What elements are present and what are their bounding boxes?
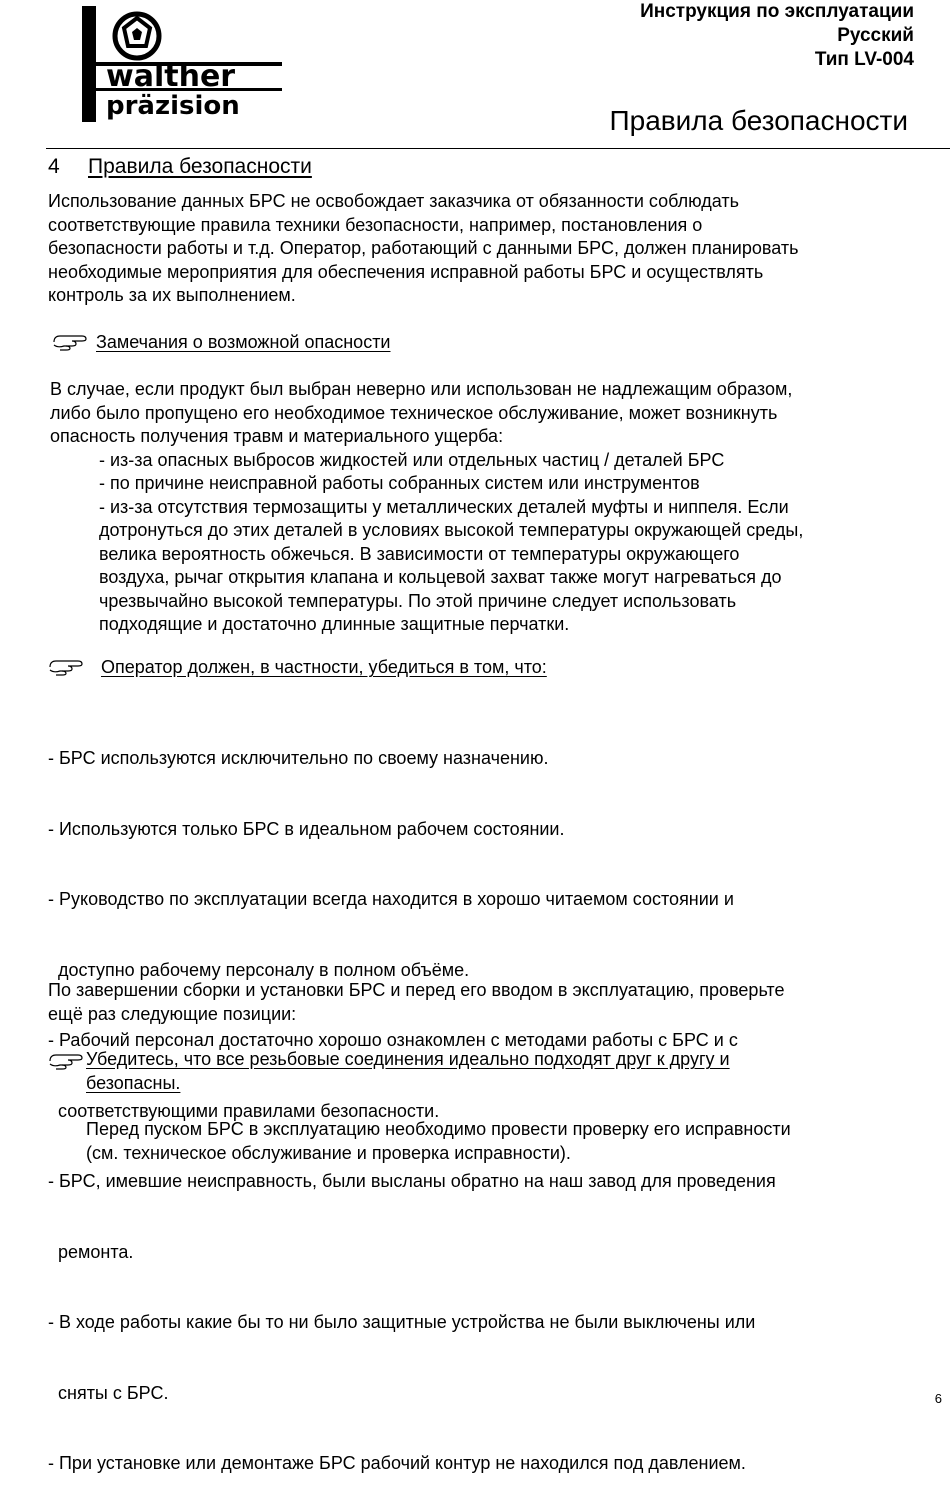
checklist-line: - В ходе работы какие бы то ни было защитные устройства не были выключены или xyxy=(48,1312,756,1332)
checklist-line: доступно рабочему персоналу в полном объёме. xyxy=(48,959,470,980)
section-number: 4 xyxy=(48,155,60,178)
header-divider xyxy=(46,148,950,149)
header-language: Русский xyxy=(837,25,914,46)
after-assembly-line: ещё раз следующие позиции: xyxy=(48,1003,297,1024)
checklist-line: - БРС используются исключительно по своему назначению. xyxy=(48,748,549,768)
operator-note-label: Оператор должен, в частности, убедиться в том, что: xyxy=(101,657,547,677)
final-line: Перед пуском БРС в эксплуатацию необходимо провести проверку его исправности xyxy=(86,1119,791,1139)
danger-item: - из-за отсутствия термозащиты у металлических деталей муфты и ниппеля. Если xyxy=(99,496,789,517)
checklist-line: сняты с БРС. xyxy=(48,1382,169,1403)
logo-line2: präzision xyxy=(106,91,240,121)
logo-graphic xyxy=(82,6,287,122)
section-heading xyxy=(48,154,312,180)
danger-item: подходящие и достаточно длинные защитные перчатки. xyxy=(99,614,570,634)
threads-note-line: безопасны. xyxy=(86,1072,181,1093)
page-number: 6 xyxy=(934,1391,942,1406)
pointing-hand-icon xyxy=(48,1052,84,1070)
final-paragraph xyxy=(86,1118,791,1165)
danger-item: велика вероятность обжечься. В зависимости от температуры окружающего xyxy=(99,543,740,564)
danger-paragraph xyxy=(50,378,803,637)
danger-line: опасность получения травм и материального ущерба: xyxy=(50,426,504,446)
hazard-note-label: Замечания о возможной опасности xyxy=(96,332,391,352)
danger-item: - из-за опасных выбросов жидкостей или отдельных частиц / деталей БРС xyxy=(99,449,725,470)
danger-item: - по причине неисправной работы собранных систем или инструментов xyxy=(99,473,700,493)
checklist-line: - БРС, имевшие неисправность, были высланы обратно на наш завод для проведения xyxy=(48,1171,776,1191)
intro-line: необходимые мероприятия для обеспечения исправной работы БРС и осуществлять xyxy=(48,261,764,282)
header-model: Тип LV-004 xyxy=(814,49,914,70)
after-assembly-line: По завершении сборки и установки БРС и перед его вводом в эксплуатацию, проверьте xyxy=(48,980,785,1000)
danger-item: чрезвычайно высокой температуры. По этой причине следует использовать xyxy=(99,590,737,611)
checklist-line: - Используются только БРС в идеальном рабочем состоянии. xyxy=(48,818,565,839)
pointing-hand-icon xyxy=(52,333,88,351)
intro-paragraph xyxy=(48,190,798,308)
checklist-line: ремонта. xyxy=(48,1241,134,1262)
pointing-hand-icon xyxy=(48,658,84,676)
intro-line: соответствующие правила техники безопасности, например, постановления о xyxy=(48,214,703,235)
danger-line: В случае, если продукт был выбран неверно или использован не надлежащим образом, xyxy=(50,379,793,399)
danger-line: либо было пропущено его необходимое техническое обслуживание, может возникнуть xyxy=(50,402,778,423)
intro-line: безопасности работы и т.д. Оператор, работающий с данными БРС, должен планировать xyxy=(48,238,799,258)
checklist-line: - При установке или демонтаже БРС рабочий контур не находился под давлением. xyxy=(48,1453,746,1473)
intro-line: контроль за их выполнением. xyxy=(48,285,296,305)
final-line: (см. техническое обслуживание и проверка исправности). xyxy=(86,1142,571,1163)
after-assembly-paragraph xyxy=(48,979,784,1026)
danger-item: дотронуться до этих деталей в условиях высокой температуры окружающей среды, xyxy=(99,520,804,540)
operator-checklist xyxy=(48,700,776,1499)
threads-note-line: Убедитесь, что все резьбовые соединения идеально подходят друг к другу и xyxy=(86,1049,730,1069)
danger-item: воздуха, рычаг открытия клапана и кольцевой захват также могут нагреваться до xyxy=(99,567,782,587)
logo-line1: walther xyxy=(106,59,236,94)
intro-line: Использование данных БРС не освобождает заказчика от обязанности соблюдать xyxy=(48,191,739,211)
section-title: Правила безопасности xyxy=(88,155,312,178)
header-doc-type: Инструкция по эксплуатации xyxy=(640,1,914,22)
checklist-line: - Руководство по эксплуатации всегда находится в хорошо читаемом состоянии и xyxy=(48,889,734,909)
checklist-line: - Рабочий персонал достаточно хорошо ознакомлен с методами работы с БРС и с xyxy=(48,1030,738,1050)
walther-prazision-logo xyxy=(82,6,287,122)
document-header xyxy=(640,0,914,72)
threads-note xyxy=(46,1048,846,1098)
page-title: Правила безопасности xyxy=(609,105,908,136)
checklist-line: соответствующими правилами безопасности. xyxy=(48,1100,440,1121)
